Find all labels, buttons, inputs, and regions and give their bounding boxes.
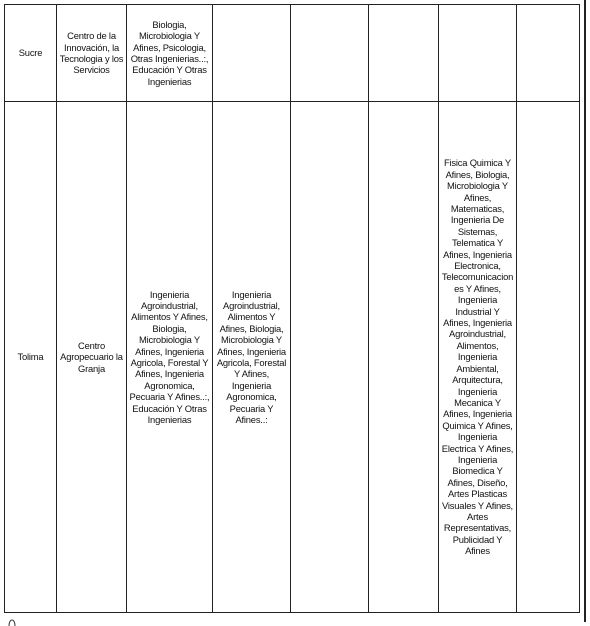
department-cell: Sucre — [5, 5, 57, 102]
department-cell: Tolima — [5, 102, 57, 613]
page-edge-line — [584, 0, 586, 622]
empty-cell — [369, 5, 439, 102]
empty-cell — [291, 5, 369, 102]
empty-cell — [291, 102, 369, 613]
programs-cell: Fisica Quimica Y Afines, Biologia, Microbiologia Y Afines, Matematicas, Ingenieria De Sistemas, Telematica Y Afines, Ingenieria Electronica, Telecomunicaciones Y Afines, Ingenieria Industrial Y Afines, Ingenieria Agroindustrial, Alimentos, Ingenieria Ambiental, Arquitectura, Ingenieria Mecanica Y Afines, Ingenieria Quimica Y Afines, Ingenieria Electrica Y Afines, Ingenieria Biomedica Y Afines, Diseño, Artes Plasticas Visuales Y Afines, Artes Representativas, Publicidad Y Afines — [439, 102, 517, 613]
programs-cell — [213, 5, 291, 102]
center-cell: Centro de la Innovación, la Tecnologia y los Servicios — [57, 5, 127, 102]
programs-cell: Biologia, Microbiologia Y Afines, Psicologia, Otras Ingenierias..:, Educación Y Otras Ingenierias — [127, 5, 213, 102]
empty-cell — [369, 102, 439, 613]
table-row — [5, 5, 580, 102]
programs-cell — [439, 5, 517, 102]
center-cell: Centro Agropecuario la Granja — [57, 102, 127, 613]
empty-cell — [517, 102, 580, 613]
programs-cell: Ingenieria Agroindustrial, Alimentos Y Afines, Biologia, Microbiologia Y Afines, Ingenieria Agricola, Forestal Y Afines, Ingenieria Agronomica, Pecuaria Y Afines..:, Educación Y Otras Ingenierias — [127, 102, 213, 613]
programs-cell: Ingenieria Agroindustrial, Alimentos Y Afines, Biologia, Microbiologia Y Afines, Ingenieria Agricola, Forestal Y Afines, Ingenieria Agronomica, Pecuaria Y Afines..: — [213, 102, 291, 613]
table-row — [5, 102, 580, 613]
empty-cell — [517, 5, 580, 102]
programs-table — [4, 4, 580, 613]
